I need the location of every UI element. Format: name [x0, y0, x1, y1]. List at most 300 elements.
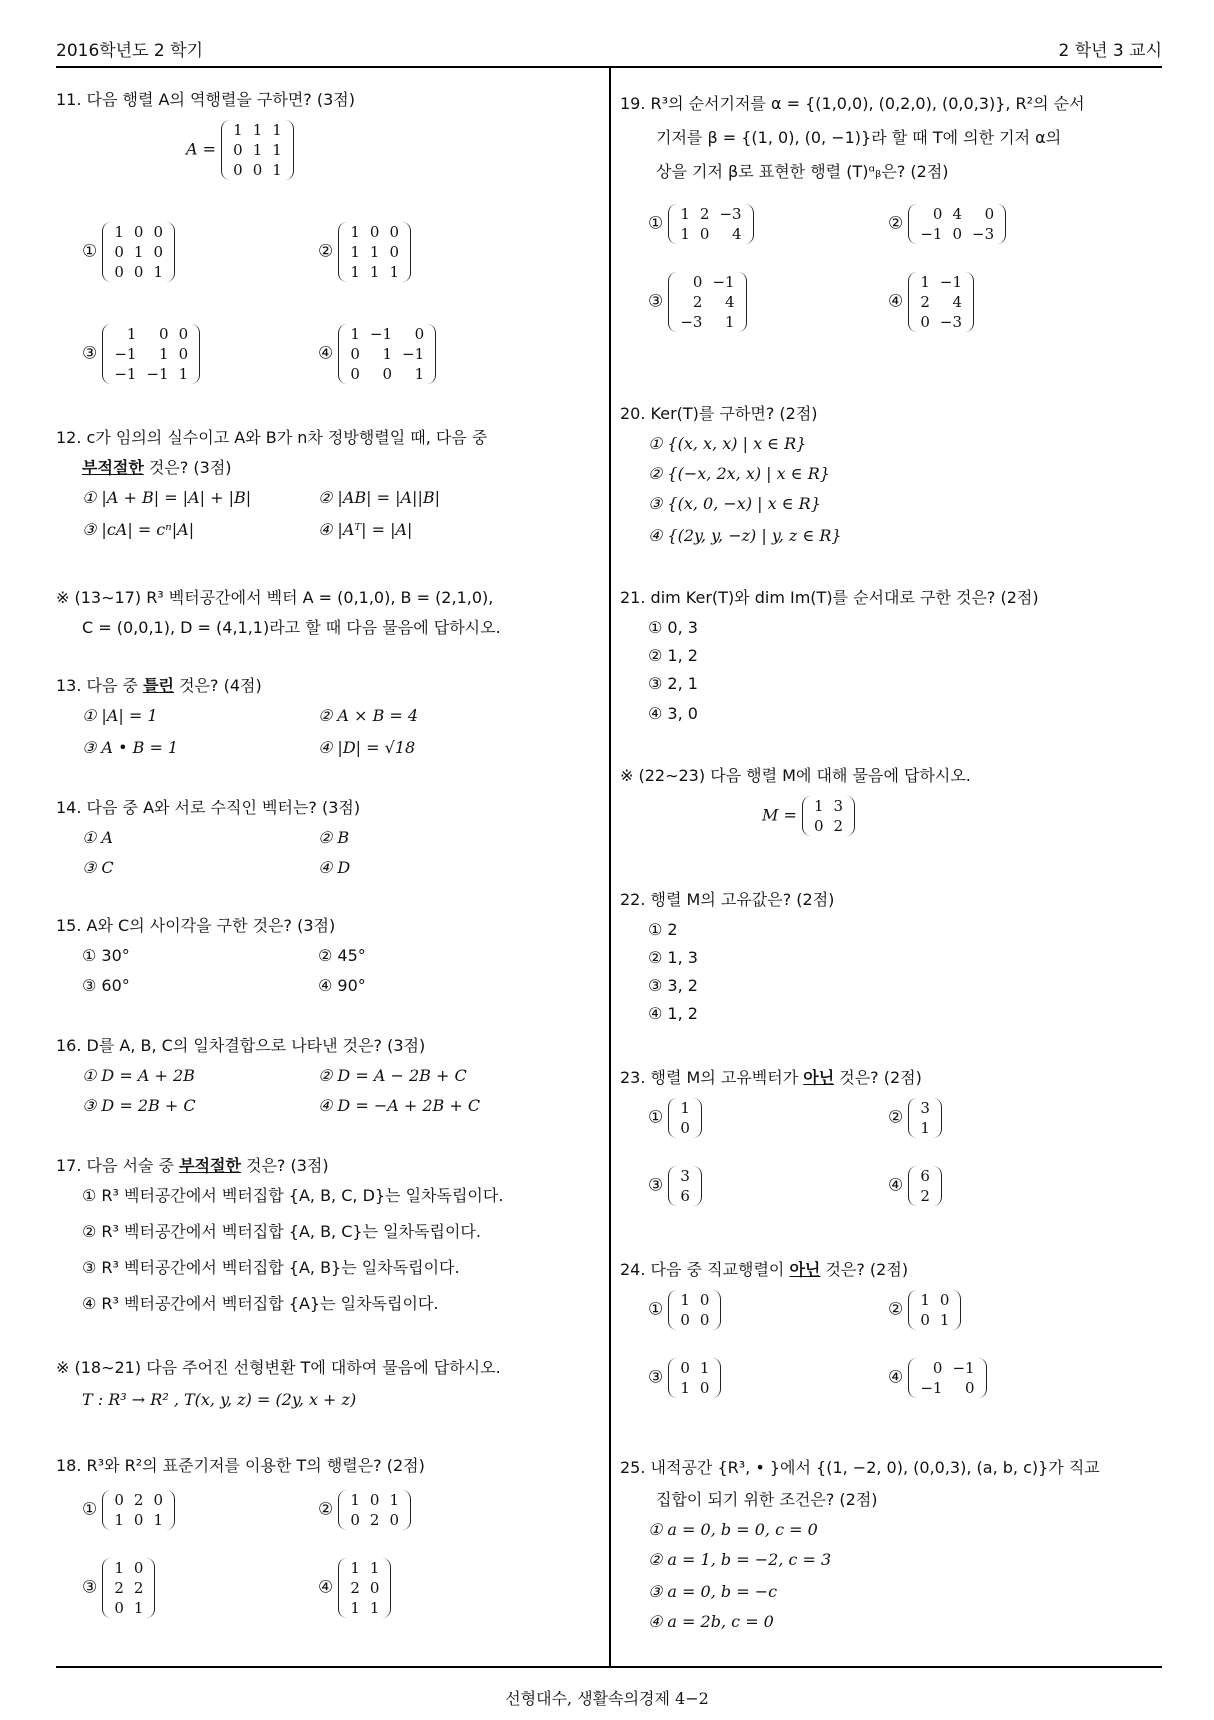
option-number: ③ — [82, 343, 98, 364]
stem-post: 것은? (3점) — [240, 1156, 329, 1175]
matrix-entry: −3 — [939, 313, 963, 331]
matrix-entry: 3 — [833, 797, 844, 815]
matrix-table — [915, 204, 999, 244]
q11-option-1[interactable] — [82, 222, 175, 282]
matrix-entry: 0 — [133, 223, 144, 241]
matrix-table — [675, 1290, 714, 1330]
q23-option-1[interactable] — [648, 1098, 702, 1138]
question-12-stem-2 — [82, 454, 232, 482]
matrix-entry: 4 — [725, 293, 735, 311]
question-17-stem — [56, 1152, 329, 1180]
q20-option-3[interactable]: ③ {(x, 0, −x) | x ∈ R} — [648, 494, 821, 513]
matrix-table — [345, 222, 404, 282]
matrix-row — [915, 312, 967, 332]
option-number: ③ — [648, 1175, 664, 1196]
matrix-entry: 0 — [699, 1291, 710, 1309]
q23-option-3[interactable] — [648, 1166, 702, 1206]
stem-pre: 23. 행렬 M의 고유벡터가 — [620, 1068, 804, 1087]
matrix-entry: 2 — [133, 1579, 144, 1597]
matrix-entry: 1 — [680, 1379, 690, 1397]
matrix-row — [915, 1290, 954, 1310]
matrix-row — [915, 224, 999, 244]
matrix-row — [109, 242, 168, 262]
q21-option-4[interactable]: ④ 3, 0 — [648, 704, 698, 723]
q16-option-3[interactable]: ③ D = 2B + C — [82, 1096, 196, 1115]
option-number: ① — [648, 1299, 664, 1320]
matrix-entry: 0 — [369, 223, 380, 241]
option-number: ④ — [888, 1175, 904, 1196]
question-15-stem: 15. A와 C의 사이각을 구한 것은? (3점) — [56, 916, 336, 935]
option-matrix — [668, 272, 746, 332]
matrix-table — [345, 1558, 384, 1618]
matrix-row — [345, 1490, 404, 1510]
question-21-stem: 21. dim Ker(T)와 dim Im(T)를 순서대로 구한 것은? (2점) — [620, 588, 1039, 607]
matrix-entry: 1 — [939, 1311, 950, 1329]
matrix-entry: 0 — [114, 1491, 124, 1509]
matrix-row — [345, 1578, 384, 1598]
matrix-entry: −1 — [920, 225, 943, 243]
option-number: ② — [888, 1299, 904, 1320]
group-18-21-intro: ※ (18∼21) 다음 주어진 선형변환 T에 대하여 물음에 답하시오. — [56, 1358, 501, 1377]
matrix-entry: 1 — [114, 1559, 124, 1577]
matrix-entry: 0 — [178, 345, 189, 363]
option-vector — [668, 1166, 702, 1206]
option-matrix — [102, 324, 200, 384]
matrix-entry: 1 — [389, 263, 399, 281]
matrix-table — [915, 1358, 979, 1398]
matrix-entry: −1 — [939, 273, 963, 291]
matrix-row — [228, 160, 287, 180]
q25-option-3[interactable]: ③ a = 0, b = −c — [648, 1582, 778, 1601]
q24-option-4[interactable] — [888, 1358, 987, 1398]
matrix-entry: 1 — [159, 345, 169, 363]
matrix-table — [809, 796, 848, 836]
matrix-entry: 1 — [414, 365, 425, 383]
q14-option-1[interactable]: ① A — [82, 828, 113, 847]
option-matrix — [338, 1490, 411, 1530]
matrix-entry: 1 — [369, 263, 380, 281]
q19-option-3[interactable] — [648, 272, 747, 332]
stem-rest: 것은? (3점) — [143, 458, 232, 477]
q21-option-2[interactable]: ② 1, 2 — [648, 646, 698, 665]
matrix-row — [345, 364, 429, 384]
option-matrix — [668, 1358, 721, 1398]
matrix-row — [109, 1510, 168, 1530]
matrix-row — [345, 1598, 384, 1618]
matrix-entry: 0 — [813, 817, 824, 835]
matrix-entry: 1 — [920, 1291, 930, 1309]
question-19-stem-3: 상을 기저 β로 표현한 행렬 (T)ᵅᵦ은? (2점) — [656, 162, 949, 181]
matrix-table — [109, 324, 193, 384]
matrix-entry: −1 — [402, 345, 425, 363]
matrix-entry: 2 — [114, 1579, 124, 1597]
matrix-entry: 1 — [725, 313, 735, 331]
matrix-entry: 0 — [965, 1379, 975, 1397]
q15-option-2[interactable]: ② 45° — [318, 946, 366, 965]
matrix-entry: 1 — [920, 1119, 930, 1137]
matrix-table — [345, 324, 429, 384]
matrix-entry: −1 — [369, 325, 393, 343]
question-13-stem — [56, 672, 262, 700]
q13-option-1[interactable]: ① |A| = 1 — [82, 706, 158, 725]
option-vector — [908, 1166, 942, 1206]
matrix-entry: 4 — [952, 205, 963, 223]
matrix-entry: 1 — [369, 1599, 380, 1617]
stem-pre: 13. 다음 중 — [56, 676, 144, 695]
matrix-row — [675, 1186, 695, 1206]
matrix-entry: 1 — [350, 1599, 360, 1617]
q18-option-1[interactable] — [82, 1490, 175, 1530]
matrix-entry: 0 — [414, 325, 425, 343]
matrix-entry: 0 — [133, 1511, 144, 1529]
matrix-row — [675, 204, 746, 224]
q20-option-2[interactable]: ② {(−x, 2x, x) | x ∈ R} — [648, 464, 830, 483]
matrix-table — [345, 1490, 404, 1530]
matrix-entry: 1 — [114, 223, 124, 241]
q24-option-1[interactable] — [648, 1290, 721, 1330]
question-25-stem: 25. 내적공간 {R³, • }에서 {(1, −2, 0), (0,0,3), (a, b, c)}가 직교 — [620, 1458, 1100, 1477]
question-18-stem: 18. R³와 R²의 표준기저를 이용한 T의 행렬은? (2점) — [56, 1456, 425, 1475]
matrix-entry: 0 — [984, 205, 995, 223]
option-matrix — [668, 204, 753, 244]
matrix-row — [228, 120, 287, 140]
stem-pre: 24. 다음 중 직교행렬이 — [620, 1260, 790, 1279]
matrix-entry: 0 — [389, 243, 399, 261]
matrix-entry: −3 — [680, 313, 703, 331]
q23-option-4[interactable] — [888, 1166, 942, 1206]
matrix-entry: 1 — [350, 223, 360, 241]
matrix-entry: 1 — [350, 1559, 360, 1577]
q17-option-4[interactable]: ④ R³ 벡터공간에서 벡터집합 {A}는 일차독립이다. — [82, 1294, 439, 1313]
question-16-stem: 16. D를 A, B, C의 일차결합으로 나타낸 것은? (3점) — [56, 1036, 426, 1055]
matrix-entry: 0 — [680, 1359, 690, 1377]
q12-option-3[interactable]: ③ |cA| = cⁿ|A| — [82, 520, 195, 539]
right-column — [620, 0, 1165, 1660]
matrix-entry: 3 — [680, 1167, 690, 1185]
matrix-entry: 0 — [699, 1379, 710, 1397]
q21-option-1[interactable]: ① 0, 3 — [648, 618, 698, 637]
option-vector — [908, 1098, 942, 1138]
q25-option-1[interactable]: ① a = 0, b = 0, c = 0 — [648, 1520, 818, 1539]
q11-option-2[interactable] — [318, 222, 411, 282]
option-number: ① — [82, 1499, 98, 1520]
option-number: ④ — [888, 1367, 904, 1388]
q24-option-2[interactable] — [888, 1290, 961, 1330]
option-number: ④ — [318, 1577, 334, 1598]
q19-option-1[interactable] — [648, 204, 754, 244]
q11-option-4[interactable] — [318, 324, 436, 384]
q17-option-1[interactable]: ① R³ 벡터공간에서 벡터집합 {A, B, C, D}는 일차독립이다. — [82, 1186, 504, 1205]
matrix-entry: 1 — [350, 325, 360, 343]
matrix-entry: 0 — [699, 1311, 710, 1329]
page-footer: 선형대수, 생활속의경제 4−2 — [505, 1689, 709, 1708]
matrix-entry: 0 — [692, 273, 703, 291]
matrix-entry: 0 — [133, 263, 144, 281]
matrix-entry: 0 — [932, 205, 943, 223]
footer-rule — [56, 1666, 1162, 1668]
matrix-entry: 1 — [699, 1359, 710, 1377]
q12-option-4[interactable]: ④ |Aᵀ| = |A| — [318, 520, 413, 539]
matrix-entry: 4 — [952, 293, 963, 311]
matrix-row — [809, 796, 848, 816]
q23-option-2[interactable] — [888, 1098, 942, 1138]
matrix-entry: −3 — [972, 225, 995, 243]
option-number: ① — [648, 1107, 664, 1128]
matrix-row — [345, 242, 404, 262]
q14-option-3[interactable]: ③ C — [82, 858, 114, 877]
matrix-row — [109, 1490, 168, 1510]
question-12-stem: 12. c가 임의의 실수이고 A와 B가 n차 정방행렬일 때, 다음 중 — [56, 428, 488, 447]
option-number: ③ — [648, 291, 664, 312]
matrix-row — [915, 1358, 979, 1378]
matrix-table — [675, 204, 746, 244]
matrix-table — [915, 1290, 954, 1330]
q19-option-2[interactable] — [888, 204, 1006, 244]
emphasis: 틀린 — [143, 676, 174, 695]
matrix-entry: 1 — [350, 263, 360, 281]
matrix-entry: 0 — [680, 1311, 690, 1329]
matrix-row — [675, 1310, 714, 1330]
matrix-entry: 0 — [178, 325, 189, 343]
stem-post: 것은? (4점) — [174, 676, 262, 695]
question-23-stem — [620, 1064, 922, 1092]
q25-option-4[interactable]: ④ a = 2b, c = 0 — [648, 1612, 774, 1631]
q12-option-1[interactable]: ① |A + B| = |A| + |B| — [82, 488, 252, 507]
matrix-entry: −3 — [719, 205, 742, 223]
matrix-entry: 1 — [369, 243, 380, 261]
matrix-table — [915, 1166, 935, 1206]
matrix-entry: 1 — [369, 1559, 380, 1577]
matrix-entry: 2 — [692, 293, 703, 311]
group-13-17-intro-2: C = (0,0,1), D = (4,1,1)라고 할 때 다음 물음에 답하시오. — [82, 618, 501, 637]
q22-option-2[interactable]: ② 1, 3 — [648, 948, 698, 967]
matrix-entry: −1 — [952, 1359, 975, 1377]
matrix-row — [915, 1098, 935, 1118]
q15-option-1[interactable]: ① 30° — [82, 946, 130, 965]
matrix-entry: −1 — [146, 365, 169, 383]
matrix-table — [228, 120, 287, 180]
matrix-entry: 2 — [350, 1579, 360, 1597]
matrix-entry: 1 — [813, 797, 824, 815]
stem-post: 것은? (2점) — [834, 1068, 922, 1087]
matrix-row — [675, 1378, 714, 1398]
matrix-row — [675, 1358, 714, 1378]
option-matrix — [102, 222, 175, 282]
matrix-entry: 0 — [350, 1511, 360, 1529]
stem-post: 것은? (2점) — [820, 1260, 909, 1279]
matrix-row — [345, 344, 429, 364]
matrix-table — [675, 1358, 714, 1398]
matrix-entry: 0 — [389, 1511, 399, 1529]
matrix-entry: 1 — [252, 141, 263, 159]
matrix-row — [675, 292, 739, 312]
matrix-row — [345, 222, 404, 242]
option-matrix — [102, 1558, 155, 1618]
matrix-entry: 1 — [153, 1511, 163, 1529]
matrix-entry: 1 — [153, 263, 163, 281]
q15-option-4[interactable]: ④ 90° — [318, 976, 366, 995]
matrix-entry: 1 — [133, 243, 144, 261]
question-24-stem — [620, 1256, 908, 1284]
matrix-entry: 2 — [833, 817, 844, 835]
matrix-entry: 2 — [699, 205, 710, 223]
option-matrix — [668, 1290, 721, 1330]
option-number: ③ — [82, 1577, 98, 1598]
matrix-row — [345, 1510, 404, 1530]
matrix-entry: 0 — [350, 345, 360, 363]
q19-option-4[interactable] — [888, 272, 974, 332]
option-number: ② — [888, 213, 904, 234]
matrix-table — [109, 1490, 168, 1530]
option-vector — [668, 1098, 702, 1138]
q18-option-3[interactable] — [82, 1558, 155, 1618]
group-18-21-formula: T : R³ → R² , T(x, y, z) = (2y, x + z) — [82, 1390, 357, 1409]
q25-option-2[interactable]: ② a = 1, b = −2, c = 3 — [648, 1550, 832, 1569]
matrix-entry: 1 — [350, 243, 360, 261]
q21-option-3[interactable]: ③ 2, 1 — [648, 674, 698, 693]
emphasis: 부적절한 — [82, 458, 144, 477]
matrix-label: A = — [186, 139, 217, 159]
option-matrix — [102, 1490, 175, 1530]
q13-option-4[interactable]: ④ |D| = √18 — [318, 738, 416, 757]
matrix-entry: 1 — [133, 1599, 144, 1617]
matrix-entry: 0 — [350, 365, 360, 383]
option-number: ④ — [888, 291, 904, 312]
matrix-row — [675, 1290, 714, 1310]
matrix-entry: 0 — [252, 161, 263, 179]
matrix-row — [915, 204, 999, 224]
matrix-row — [675, 312, 739, 332]
question-25-stem-2: 집합이 되기 위한 조건은? (2점) — [656, 1490, 878, 1509]
q22-option-1[interactable]: ① 2 — [648, 920, 678, 939]
option-matrix — [908, 204, 1006, 244]
matrix-table — [675, 1166, 695, 1206]
q11-option-3[interactable] — [82, 324, 200, 384]
matrix-entry: 1 — [680, 205, 690, 223]
matrix-row — [345, 1558, 384, 1578]
option-matrix — [908, 272, 974, 332]
matrix-M-block — [762, 796, 855, 836]
matrix-entry: 0 — [159, 325, 169, 343]
question-19-stem-2: 기저를 β = {(1, 0), (0, −1)}라 할 때 T에 의한 기저 α의 — [656, 128, 1062, 147]
matrix-row — [675, 224, 746, 244]
matrix-row — [915, 1118, 935, 1138]
matrix-row — [109, 262, 168, 282]
matrix-entry: 6 — [680, 1187, 690, 1205]
q16-option-2[interactable]: ② D = A − 2B + C — [318, 1066, 467, 1085]
option-number: ④ — [318, 343, 334, 364]
matrix-row — [915, 1378, 979, 1398]
q22-option-3[interactable]: ③ 3, 2 — [648, 976, 698, 995]
q13-option-2[interactable]: ② A × B = 4 — [318, 706, 419, 725]
matrix-entry: 0 — [369, 1579, 380, 1597]
matrix-entry: 1 — [114, 1511, 124, 1529]
matrix-table — [109, 1558, 148, 1618]
matrix-entry: 1 — [680, 1099, 690, 1117]
matrix-table — [109, 222, 168, 282]
q12-option-2[interactable]: ② |AB| = |A||B| — [318, 488, 440, 507]
q17-option-3[interactable]: ③ R³ 벡터공간에서 벡터집합 {A, B}는 일차독립이다. — [82, 1258, 460, 1277]
column-divider — [609, 68, 611, 1668]
q20-option-4[interactable]: ④ {(2y, y, −z) | y, z ∈ R} — [648, 526, 842, 545]
matrix-row — [809, 816, 848, 836]
option-matrix — [338, 324, 436, 384]
emphasis: 아닌 — [803, 1068, 835, 1087]
q18-option-2[interactable] — [318, 1490, 411, 1530]
matrix-entry: −1 — [920, 1379, 943, 1397]
option-number: ① — [82, 241, 98, 262]
matrix-row — [109, 1598, 148, 1618]
matrix-entry: 0 — [389, 223, 399, 241]
matrix-entry: 0 — [153, 1491, 163, 1509]
matrix-row — [109, 364, 193, 384]
matrix-entry: 1 — [126, 325, 137, 343]
q15-option-3[interactable]: ③ 60° — [82, 976, 130, 995]
option-matrix — [338, 1558, 391, 1618]
matrix-table — [675, 1098, 695, 1138]
option-number: ② — [318, 241, 334, 262]
group-13-17-intro: ※ (13∼17) R³ 벡터공간에서 벡터 A = (0,1,0), B = (2,1,0), — [56, 588, 494, 607]
matrix-row — [109, 1558, 148, 1578]
q13-option-3[interactable]: ③ A • B = 1 — [82, 738, 179, 757]
matrix-row — [345, 324, 429, 344]
option-number: ② — [888, 1107, 904, 1128]
matrix-entry: 0 — [153, 243, 163, 261]
matrix-entry: 1 — [680, 225, 690, 243]
group-22-23-intro: ※ (22∼23) 다음 행렬 M에 대해 물음에 답하시오. — [620, 766, 971, 785]
q22-option-4[interactable]: ④ 1, 2 — [648, 1004, 698, 1023]
matrix-row — [675, 1118, 695, 1138]
left-column — [56, 0, 601, 1660]
q20-option-1[interactable]: ① {(x, x, x) | x ∈ R} — [648, 434, 807, 453]
matrix-entry: 2 — [133, 1491, 144, 1509]
matrix-entry: 0 — [233, 161, 243, 179]
matrix-entry: 0 — [233, 141, 243, 159]
option-matrix — [908, 1290, 961, 1330]
matrix-row — [915, 292, 967, 312]
matrix-entry: 1 — [680, 1291, 690, 1309]
q16-option-1[interactable]: ① D = A + 2B — [82, 1066, 195, 1085]
q14-option-4[interactable]: ④ D — [318, 858, 351, 877]
q16-option-4[interactable]: ④ D = −A + 2B + C — [318, 1096, 481, 1115]
matrix-entry: 0 — [939, 1291, 950, 1309]
q17-option-2[interactable]: ② R³ 벡터공간에서 벡터집합 {A, B, C}는 일차독립이다. — [82, 1222, 481, 1241]
matrix-entry: 1 — [233, 121, 243, 139]
matrix-row — [675, 1098, 695, 1118]
q18-option-4[interactable] — [318, 1558, 391, 1618]
emphasis: 부적절한 — [179, 1156, 241, 1175]
matrix-entry: 2 — [369, 1511, 380, 1529]
matrix-row — [675, 272, 739, 292]
matrix-entry: 2 — [920, 293, 930, 311]
matrix-entry: 0 — [680, 1119, 690, 1137]
emphasis: 아닌 — [789, 1260, 821, 1279]
matrix-table — [675, 272, 739, 332]
matrix-entry: 1 — [389, 1491, 399, 1509]
option-number: ① — [648, 213, 664, 234]
matrix-row — [915, 1186, 935, 1206]
option-number: ③ — [648, 1367, 664, 1388]
matrix-entry: 0 — [114, 243, 124, 261]
matrix-entry: 0 — [382, 365, 393, 383]
matrix-row — [109, 344, 193, 364]
q14-option-2[interactable]: ② B — [318, 828, 350, 847]
q24-option-3[interactable] — [648, 1358, 721, 1398]
matrix-entry: 0 — [952, 225, 963, 243]
matrix-row — [109, 222, 168, 242]
matrix-entry: 0 — [153, 223, 163, 241]
question-19-stem: 19. R³의 순서기저를 α = {(1,0,0), (0,2,0), (0,0,3)}, R²의 순서 — [620, 94, 1085, 113]
